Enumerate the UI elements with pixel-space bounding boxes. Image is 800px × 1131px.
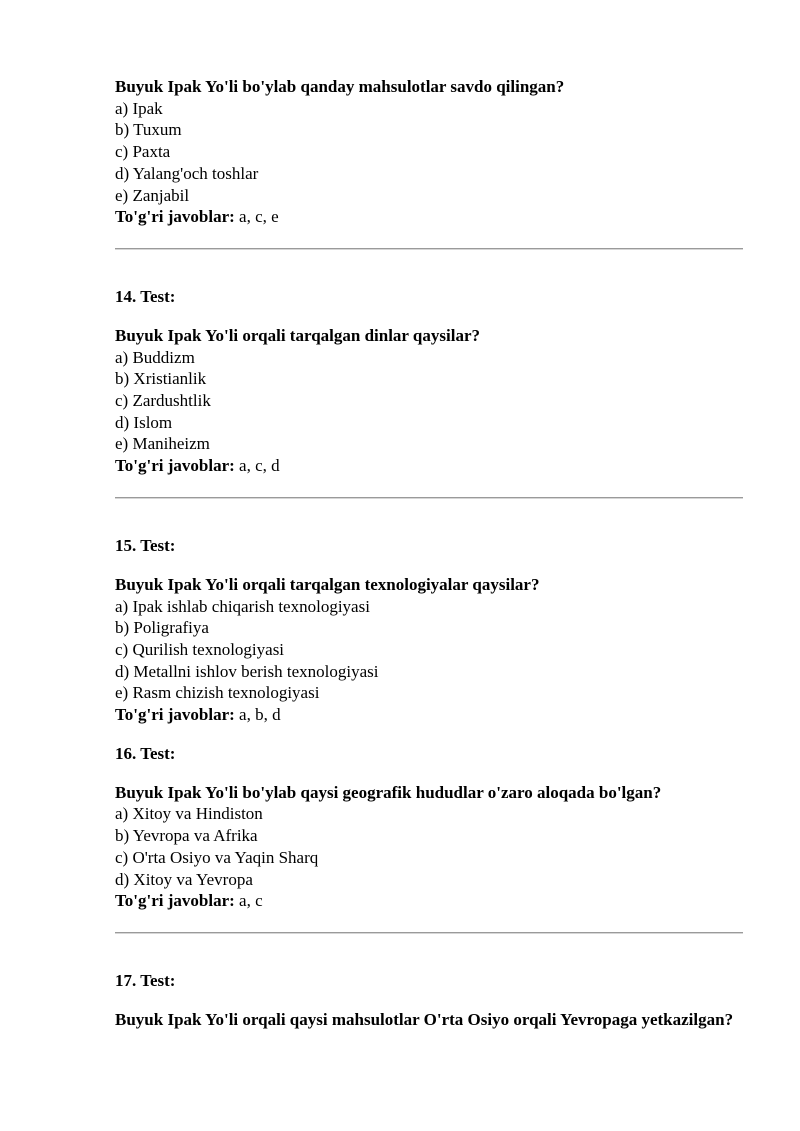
option-c: c) Zardushtlik: [115, 391, 211, 411]
option-c: c) O'rta Osiyo va Yaqin Sharq: [115, 847, 319, 867]
test-block: [115, 535, 743, 726]
correct-answers-value: a, c, e: [234, 207, 279, 227]
option-c: c) Qurilish texnologiyasi: [115, 639, 285, 659]
option-a: a) Xitoy va Hindiston: [115, 804, 263, 824]
test-block: [115, 286, 743, 477]
test-block: [115, 743, 743, 912]
option-d: d) Xitoy va Yevropa: [115, 869, 253, 889]
option-e: e) Maniheizm: [115, 434, 210, 454]
option-d: d) Metallni ishlov berish texnologiyasi: [115, 661, 379, 681]
option-b: b) Tuxum: [115, 120, 182, 140]
option-b: b) Poligrafiya: [115, 618, 209, 638]
document-page: [115, 76, 743, 1031]
correct-answers: [115, 455, 743, 477]
test-heading: 16. Test:: [115, 743, 176, 763]
correct-answers-label: To'g'ri javoblar:: [115, 705, 235, 725]
question-text: Buyuk Ipak Yo'li bo'ylab qaysi geografik hududlar o'zaro aloqada bo'lgan?: [115, 782, 662, 802]
correct-answers-label: To'g'ri javoblar:: [115, 456, 235, 476]
option-b: b) Xristianlik: [115, 369, 207, 389]
question-text: Buyuk Ipak Yo'li bo'ylab qanday mahsulotlar savdo qilingan?: [115, 77, 565, 96]
correct-answers: [115, 890, 743, 912]
option-e: e) Rasm chizish texnologiyasi: [115, 683, 320, 703]
option-a: a) Ipak: [115, 98, 163, 118]
option-e: e) Zanjabil: [115, 185, 190, 205]
option-a: a) Buddizm: [115, 347, 195, 367]
option-c: c) Paxta: [115, 142, 171, 162]
test-heading: 14. Test:: [115, 286, 176, 306]
option-d: d) Yalang'och toshlar: [115, 163, 259, 183]
question-text: Buyuk Ipak Yo'li orqali tarqalgan texnologiyalar qaysilar?: [115, 574, 540, 594]
test-block: [115, 76, 743, 228]
correct-answers-value: a, b, d: [234, 705, 281, 725]
correct-answers-label: To'g'ri javoblar:: [115, 207, 235, 227]
option-d: d) Islom: [115, 412, 173, 432]
question-text: Buyuk Ipak Yo'li orqali qaysi mahsulotlar O'rta Osiyo orqali Yevropaga yetkazilgan?: [115, 1009, 734, 1029]
question-text: Buyuk Ipak Yo'li orqali tarqalgan dinlar qaysilar?: [115, 325, 480, 345]
correct-answers: [115, 704, 743, 726]
option-a: a) Ipak ishlab chiqarish texnologiyasi: [115, 596, 370, 616]
correct-answers-value: a, c, d: [234, 456, 280, 476]
correct-answers-label: To'g'ri javoblar:: [115, 891, 235, 911]
option-b: b) Yevropa va Afrika: [115, 826, 258, 846]
test-block: [115, 970, 743, 1031]
test-heading: 17. Test:: [115, 970, 176, 990]
correct-answers-value: a, c: [234, 891, 263, 911]
correct-answers: [115, 206, 743, 228]
test-heading: 15. Test:: [115, 535, 176, 555]
